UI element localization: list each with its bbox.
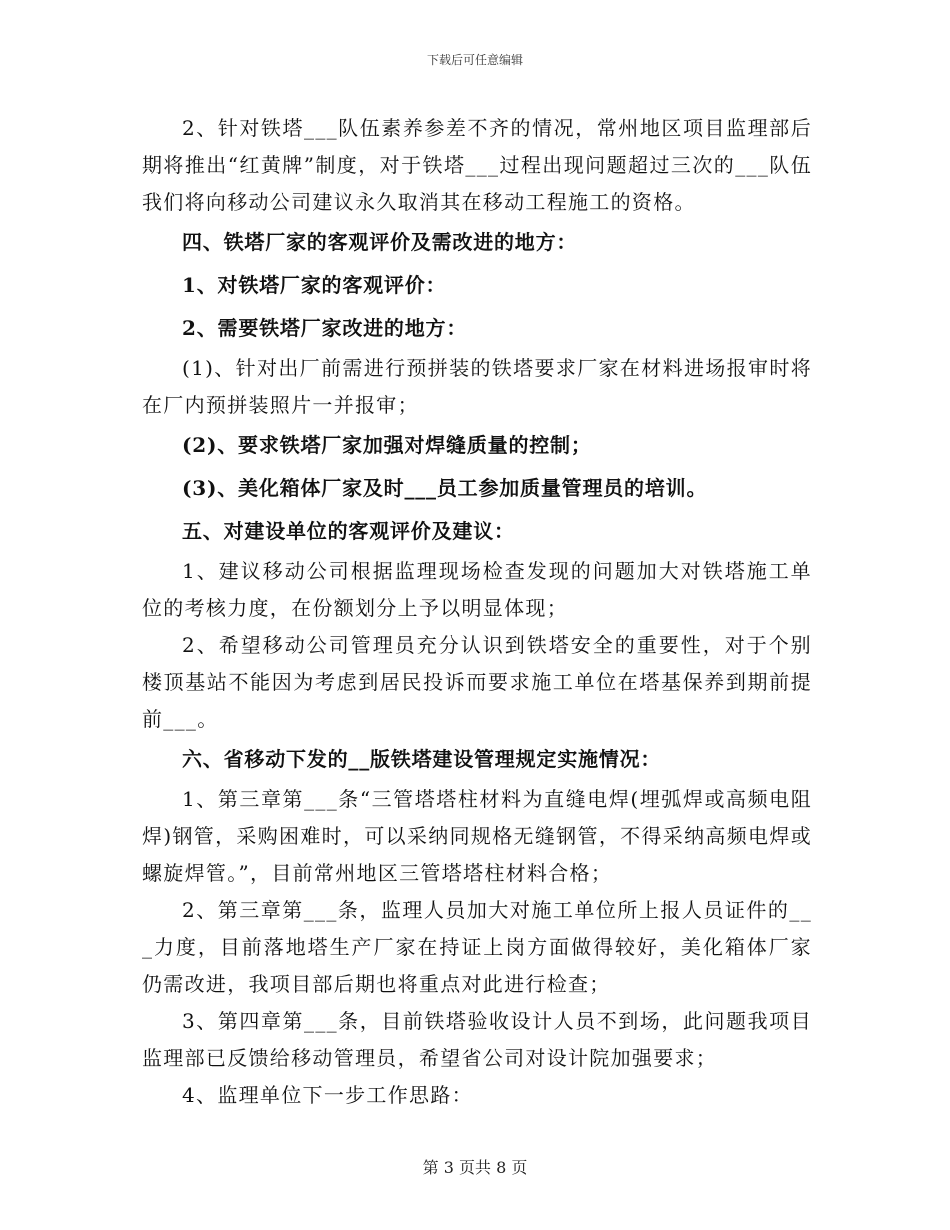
paragraph-5-2: 2、希望移动公司管理员充分认识到铁塔安全的重要性，对于个别楼顶基站不能因为考虑到居民投诉而要求施工单位在塔基保养到期前提前___。 [142,633,812,731]
page-header: 下载后可任意编辑 [426,53,523,67]
paragraph-4-2-1: (1)、针对出厂前需进行预拼装的铁塔要求厂家在材料进场报审时将在厂内预拼装照片一并报审； [142,356,812,417]
paragraph-5-1: 1、建议移动公司根据监理现场检查发现的问题加大对铁塔施工单位的考核力度，在份额划分上予以明显体现； [142,559,812,620]
paragraph-6-1: 1、第三章第___条“三管塔塔柱材料为直缝电焊(埋弧焊或高频电阻焊)钢管，采购困难时，可以采纳同规格无缝钢管，不得采纳高频电焊或螺旋焊管。”，目前常州地区三管塔塔柱材料合格； [142,787,812,885]
section-heading-5: 五、对建设单位的客观评价及建议： [182,519,515,543]
section-heading-4: 四、铁塔厂家的客观评价及需改进的地方： [182,230,578,254]
paragraph-4-2-3: (3)、美化箱体厂家及时___员工参加质量管理员的培训。 [182,476,708,500]
document-body [142,110,812,1114]
paragraph-6-2: 2、第三章第___条，监理人员加大对施工单位所上报人员证件的___力度，目前落地塔生产厂家在持证上岗方面做得较好，美化箱体厂家仍需改进，我项目部后期也将重点对此进行检查； [142,898,812,996]
paragraph-6-3: 3、第四章第___条，目前铁塔验收设计人员不到场，此问题我项目监理部已反馈给移动管理员，希望省公司对设计院加强要求； [142,1009,812,1070]
subheading-4-2: 2、需要铁塔厂家改进的地方： [182,316,468,340]
paragraph-1: 2、针对铁塔___队伍素养参差不齐的情况，常州地区项目监理部后期将推出“红黄牌”制度，对于铁塔___过程出现问题超过三次的___队伍我们将向移动公司建议永久取消其在移动工程施工的资格。 [142,116,812,214]
section-heading-6: 六、省移动下发的__版铁塔建设管理规定实施情况： [182,747,662,771]
paragraph-4-2-2: (2)、要求铁塔厂家加强对焊缝质量的控制； [182,433,592,457]
subheading-4-1: 1、对铁塔厂家的客观评价： [182,273,447,297]
page-footer: 第 3 页共 8 页 [422,1158,528,1177]
paragraph-6-4: 4、监理单位下一步工作思路： [182,1083,473,1107]
